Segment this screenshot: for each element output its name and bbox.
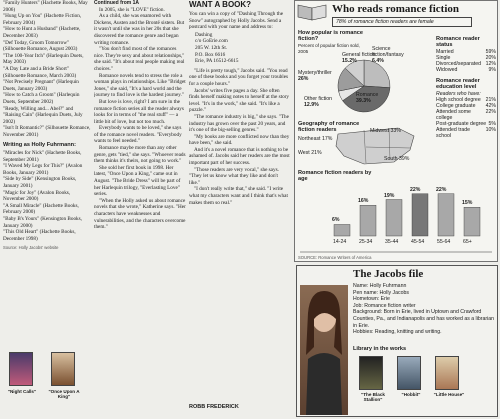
address-line: 205 W. 12th St.	[195, 44, 228, 51]
book-caption: "Once Upon A King"	[48, 389, 80, 399]
portrait-figure	[300, 285, 348, 415]
bar-category: 45-54	[411, 239, 425, 245]
region-name: South	[384, 156, 398, 162]
profile-line: Pen name: Holly Jacobs	[353, 289, 409, 296]
age-heading: Romance fiction readers by age	[298, 170, 372, 183]
stat-value: 20%	[485, 54, 496, 61]
stat-value: 5%	[488, 120, 496, 127]
bibliography-item: "Def Today, Groom Tomorrow" (Silhouette Romance, August 2003)	[3, 39, 78, 53]
sub-heading: Writing as Holly Fuhrmann:	[3, 142, 76, 149]
bar-category: 55-64	[437, 239, 451, 245]
stat-label: Attended some college	[436, 108, 471, 121]
region-label	[298, 150, 322, 156]
age-bar	[438, 194, 454, 236]
continued-label: Continued from 1A	[94, 0, 139, 6]
stat-value: 10%	[485, 126, 496, 133]
article-paragraph: "When the Holly asked us about romance novels that she wrote," Katherine says. "Her characters have weaknesses and vulnerabilities, and the characters overcome them."	[94, 197, 186, 231]
stat-row	[436, 109, 496, 121]
region-value: 39%	[399, 156, 410, 162]
bibliography-item: "Isn't It Romantic?" (Silhouette Romance, November 2001)	[3, 125, 91, 138]
article-column-3	[189, 0, 290, 419]
education-heading: Romance reader education level	[436, 77, 480, 91]
profile-line: Background: Born in Erie, lived in Uptown and Crawford Counties, Pa., and Indianapolis and has worked as a librarian in Erie.	[353, 309, 495, 329]
bar-value: 22%	[410, 186, 421, 193]
bibliography-item: "How to Catch a Groom" (Harlequin Duets, September 2002)	[3, 92, 80, 105]
address-line: Dashing	[195, 31, 213, 38]
library-book-caption: "Hobbit"	[401, 392, 421, 397]
stat-label: Post-graduate degree	[436, 120, 487, 127]
library-book-caption: "The Black Stallion"	[361, 392, 385, 402]
want-a-book-heading: WANT A BOOK?	[189, 0, 252, 9]
region-value: 21%	[311, 150, 322, 156]
profile-line: Hometown: Erie	[353, 296, 390, 303]
bar-value: 15%	[462, 200, 473, 207]
region-label	[370, 128, 401, 134]
pie-label	[356, 92, 404, 104]
profile-title: The Jacobs file	[353, 268, 424, 280]
article-paragraph: But love is love, right? I am sure in the romance fiction series all the reader always looks for in terms of "the real stuff" — a little bit of love, but not too much.	[94, 98, 184, 125]
article-paragraph: "I don't really write that," she said. "I write what my characters want and I think that's what makes them so real."	[189, 186, 288, 206]
pie-label-value: 26%	[298, 76, 309, 82]
pie-label-value: 6.4%	[372, 58, 384, 64]
bibliography-item: "A Day Late and a Bride Short" (Silhouette Romance, March 2003)	[3, 65, 77, 79]
article-paragraph: And it's a novel romance that is nothing to be ashamed of. Jacobs said her readers are the most important part of her success.	[189, 146, 290, 167]
infographic-subtitle: 78% of romance fiction readers are female	[332, 17, 472, 27]
article-paragraph: "Life is pretty tough," Jacobs said. "You read one of these books and you forget your troubles for a couple hours."	[189, 67, 289, 87]
bar-value: 19%	[384, 192, 395, 199]
pie-label-name: Other fiction	[304, 96, 332, 102]
bibliography-item: "Hung Up on You" (Hachette Fiction, February 2004)	[3, 13, 82, 26]
article-paragraph: Romance maybe more than any other genre, gets "tied," she says. "Whoever reads them thinks it's theirs, not going to work."	[94, 145, 186, 165]
address-line: Erie, PA 16512-6615	[195, 58, 239, 65]
address-line: c/o GoErie.com	[195, 38, 228, 45]
bibliography-item: "Ready, Willing and... Abel?" and "Raising Cain" (Harlequin Duets, July 2002)	[3, 105, 83, 125]
bar-category: 14-24	[333, 239, 347, 245]
stat-row	[436, 127, 496, 139]
bar-category: 65+	[463, 239, 472, 245]
infographic	[294, 0, 498, 262]
article-paragraph: Jacobs' writes five pages a day. She often finds herself making notes to herself at the story level. "It's in the work," she said. "It's like a puzzle."	[189, 87, 289, 114]
profile-line: Job: Romance fiction writer	[353, 302, 416, 309]
pie-label	[342, 52, 390, 64]
stat-label: Divorced/separated	[436, 60, 481, 67]
region-name: West	[298, 150, 310, 156]
bar-category: 25-34	[359, 239, 373, 245]
book-cover-night-calls	[9, 352, 33, 386]
bibliography-item: "Miracles for Nick" (Hachette Books, September 2001)	[3, 150, 82, 163]
stat-label: Attended trade school	[436, 126, 471, 139]
infographic-title: Who reads romance fiction	[332, 3, 459, 15]
stat-row	[436, 67, 496, 73]
article-paragraph: In 2005, she is "LOVE" fiction.	[99, 6, 165, 13]
article-paragraph: "The romance industry is big," she says. "The industry has grown over the past 20 years, and it's one of the big-selling genres."	[189, 113, 289, 134]
stat-value: 22%	[485, 108, 496, 115]
bibliography-item: "I Waved My Legs for This?" (Avalon Books, January 2001)	[3, 163, 83, 176]
age-bar	[412, 194, 428, 236]
age-bar	[334, 224, 350, 236]
stat-label: Single	[436, 54, 451, 61]
pie-label-value: 15.2%	[342, 58, 357, 64]
geography-heading: Geography of romance fiction readers	[298, 121, 360, 134]
pie-label-name: Science fiction/fantasy	[372, 46, 404, 58]
education-sub: Readers who have:	[436, 90, 481, 97]
status-heading: Romance reader status	[436, 36, 480, 49]
bibliography-item: "Baby B's Yours" (Kensington Books, January 2000)	[3, 216, 82, 229]
region-name: Northeast	[298, 136, 321, 142]
age-bar	[386, 200, 402, 236]
stat-value: 12%	[485, 60, 496, 67]
stat-label: High school degree	[436, 96, 481, 103]
stat-value: 21%	[485, 96, 496, 103]
book-cover-hobbit	[397, 356, 421, 390]
article-paragraph: "You don't find most of the romances nice. They're sexy and about relationships," she said. "It's about real people making real choices."	[94, 46, 185, 72]
pie-label	[298, 70, 346, 82]
profile-line: Hobbies: Reading, knitting and writing.	[353, 329, 442, 336]
library-book-caption: "Little House"	[433, 392, 465, 397]
pie-label-value: 39.3%	[356, 98, 371, 104]
region-name: Midwest	[370, 128, 390, 134]
contest-intro: You can win a copy of "Dashing Through the Snow" autographed by Holly Jacobs. Send a postcard with your name and address to:	[189, 11, 283, 31]
popular-heading: How popular is romance fiction?	[298, 30, 363, 43]
bibliography-item: "The 100-Year Itch" (Harlequin Duets, May 2003)	[3, 52, 84, 66]
source-note: Source: Holly Jacobs' website	[3, 245, 59, 251]
article-paragraph: As a child, she was enamored with Dickens, Austen and the Brontë sisters. But it wasn't until she was in her 20s that she discovered the romance genre and began writing romance.	[94, 13, 185, 46]
book-cover-little-house	[435, 356, 459, 390]
stat-value: 42%	[485, 102, 496, 109]
pie-label	[304, 96, 352, 108]
book-cover-black-stallion	[359, 356, 383, 390]
bar-value: 22%	[436, 186, 447, 193]
book-caption: "Night Calls"	[7, 389, 37, 394]
article-paragraph: Everybody wants to be loved," she says of the romance novel readers. "Everybody wants to feel needed."	[94, 125, 182, 145]
profile-line: Name: Holly Fuhrmann	[353, 283, 407, 289]
age-bar	[464, 207, 480, 236]
popular-note: Percent of popular fiction sold, 2005	[298, 42, 360, 54]
age-bar	[360, 205, 376, 236]
stat-label: Widowed	[436, 66, 458, 73]
book-cover-once-upon	[51, 352, 75, 386]
region-value: 33%	[390, 128, 401, 134]
bar-value: 16%	[358, 198, 369, 205]
region-label	[384, 156, 409, 162]
article-paragraph: She sold her first book in 1998. Her latest, "Once Upon a King," came out in August. "The Bride Dress" will be part of her Harlequin trilogy, "Everlasting Love" series.	[94, 164, 181, 198]
stat-label: College graduate	[436, 102, 476, 109]
library-heading: Library in the works	[353, 346, 407, 352]
stat-value: 9%	[488, 66, 496, 73]
pie-label-name: Romance	[356, 92, 379, 98]
bibliography-item: "This Old Heart" (Hachette Books, December 1998)	[3, 229, 76, 242]
address-line: P.O. Box 6616	[195, 51, 226, 58]
author-portrait	[300, 285, 348, 415]
bibliography-item: "Side by Side" (Kensington Books, January 2001)	[3, 176, 77, 190]
bibliography-item: "Family Hunters" (Hachette Books, May 2006)	[3, 0, 88, 13]
bibliography-item: "Magic for Joy" (Avalon Books, November 2000)	[3, 189, 71, 203]
infographic-source: SOURCE: Romance Writers of America	[298, 255, 372, 260]
pie-label-value: 12.9%	[304, 102, 319, 108]
byline: ROBB FREDERICK	[189, 404, 239, 410]
article-paragraph: "Those readers are very vocal," she says. "They let us know what they like and don't like."	[189, 166, 279, 186]
bar-value: 6%	[332, 217, 340, 224]
bar-category: 35-44	[385, 239, 399, 245]
article-paragraph: Romance novels tend to stress the role a woman plays in relationships. Like "Bridget Jones," she said, "It's a hard world and the journey to find love is the hardest journey."	[94, 72, 186, 99]
stat-value: 59%	[485, 48, 496, 55]
article-paragraph: "My books are more conflicted now than they have been," she said.	[189, 133, 290, 147]
pie-label-name: General fiction	[342, 52, 376, 58]
pie-label-name: Mystery/thriller	[298, 70, 332, 76]
article-column-2	[94, 0, 186, 419]
region-value: 17%	[321, 136, 333, 142]
book-covers	[3, 352, 91, 404]
region-label	[298, 136, 332, 142]
bibliography-item: "A Small Miracle" (Hachette Books, February 2000)	[3, 202, 79, 216]
bibliography-item: "Not Precisely Pregnant" (Harlequin Duets, January 2003)	[3, 79, 79, 92]
bibliography-item: "How to Hunt a Husband" (Hachette, December 2003)	[3, 26, 81, 39]
stat-label: Married	[436, 48, 454, 55]
